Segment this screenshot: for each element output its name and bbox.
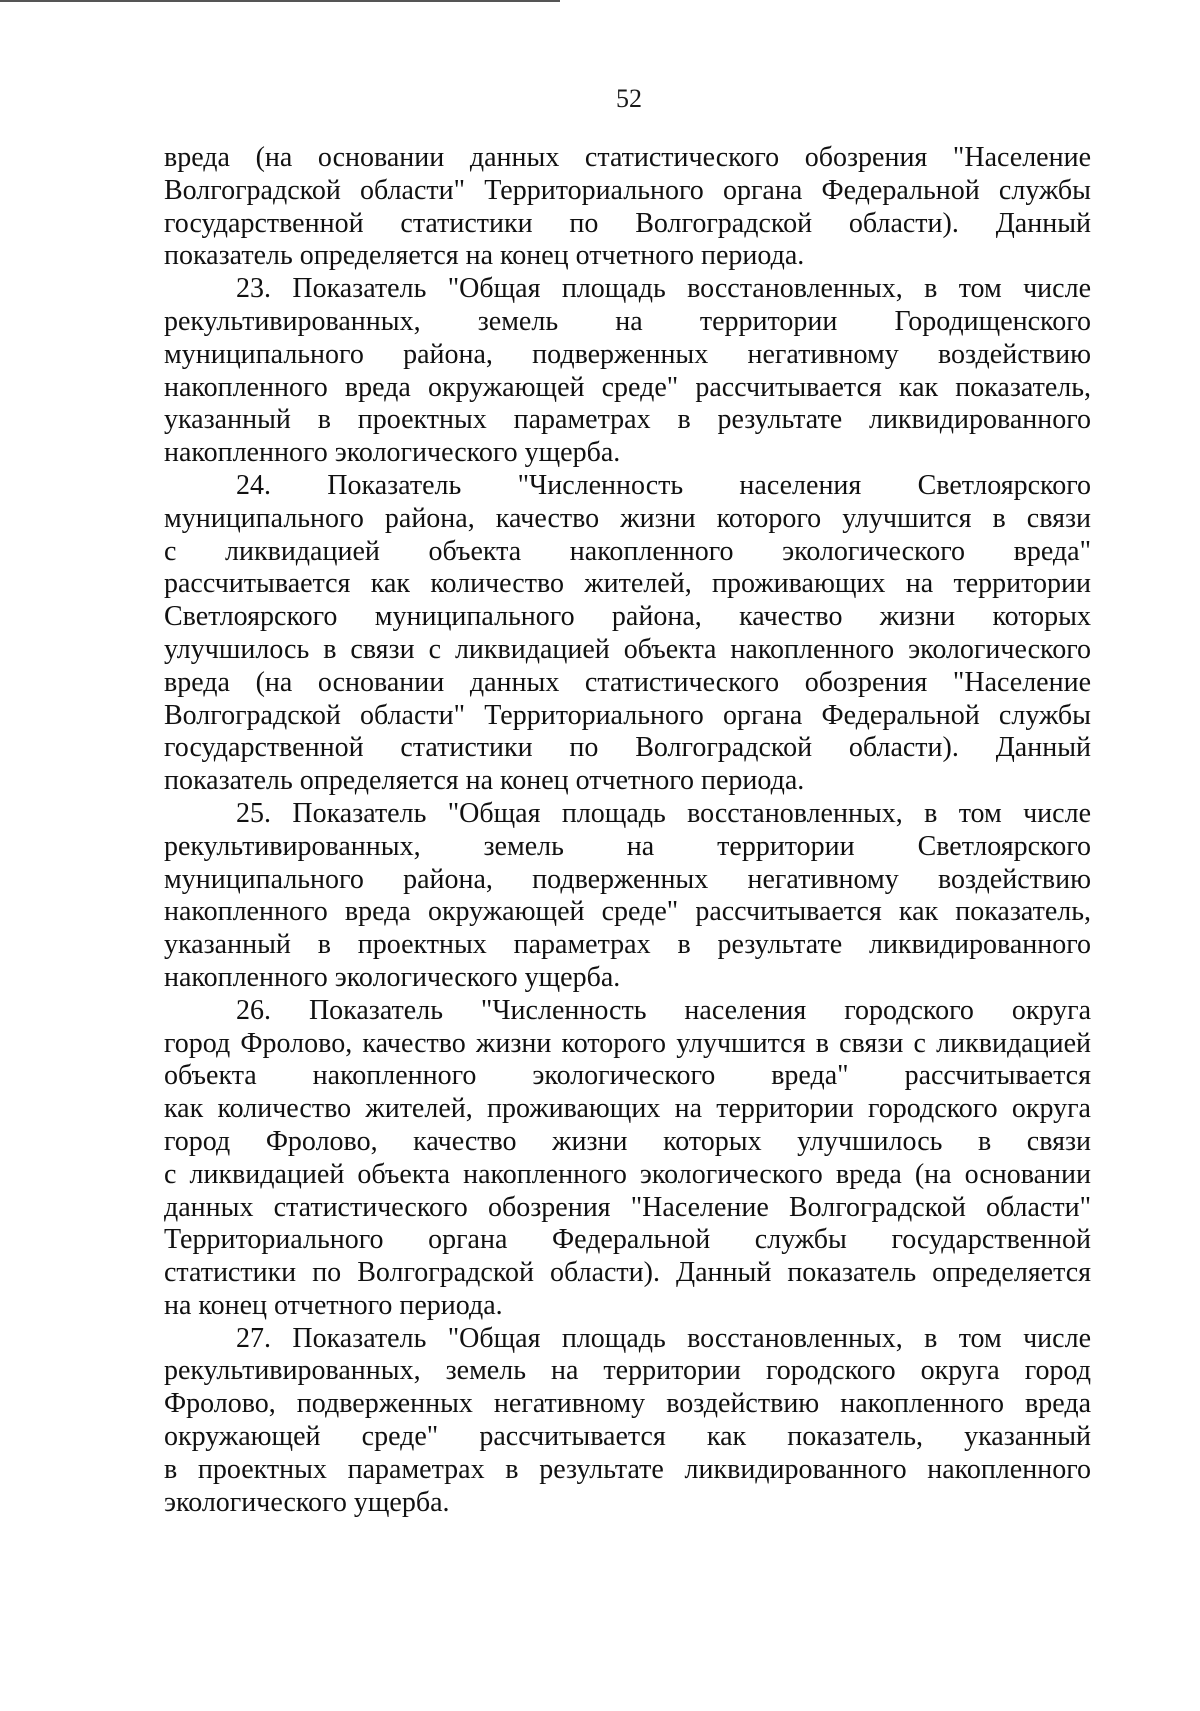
text-line: государственной статистики по Волгоградской области). Данный bbox=[164, 207, 1091, 239]
page-number: 52 bbox=[616, 84, 642, 113]
text-line: вреда (на основании данных статистического обозрения "Население bbox=[164, 142, 1091, 173]
text-line: в проектных параметрах в результате ликвидированного накопленного bbox=[164, 1453, 1091, 1485]
text-line: государственной статистики по Волгоградской области). Данный bbox=[164, 732, 1091, 764]
text-line: накопленного экологического ущерба. bbox=[164, 961, 621, 993]
text-line: 23. Показатель "Общая площадь восстановленных, в том числе bbox=[236, 273, 1091, 305]
text-line: улучшилось в связи с ликвидацией объекта накопленного экологического bbox=[164, 633, 1091, 665]
text-line: муниципального района, качество жизни которого улучшится в связи bbox=[164, 502, 1091, 534]
text-line: с ликвидацией объекта накопленного экологического вреда" bbox=[164, 535, 1091, 567]
text-line: с ликвидацией объекта накопленного экологического вреда (на основании bbox=[164, 1158, 1091, 1190]
text-line: Территориального органа Федеральной службы государственной bbox=[164, 1224, 1091, 1256]
text-line: город Фролово, качество жизни которого улучшится в связи с ликвидацией bbox=[164, 1027, 1091, 1059]
text-line: статистики по Волгоградской области). Данный показатель определяется bbox=[164, 1257, 1091, 1289]
text-line: 25. Показатель "Общая площадь восстановленных, в том числе bbox=[236, 797, 1091, 829]
text-line: указанный в проектных параметрах в результате ликвидированного bbox=[164, 929, 1091, 961]
text-line: показатель определяется на конец отчетного периода. bbox=[164, 765, 805, 797]
text-line: данных статистического обозрения "Население Волгоградской области" bbox=[164, 1191, 1091, 1223]
text-line: рекультивированных, земель на территории Светлоярского bbox=[164, 830, 1091, 862]
text-line: 27. Показатель "Общая площадь восстановленных, в том числе bbox=[236, 1322, 1091, 1354]
text-line: муниципального района, подверженных негативному воздействию bbox=[164, 863, 1091, 895]
text-line: рассчитывается как количество жителей, проживающих на территории bbox=[164, 568, 1091, 600]
text-line: город Фролово, качество жизни которых улучшилось в связи bbox=[164, 1125, 1091, 1157]
text-line: Фролово, подверженных негативному воздействию накопленного вреда bbox=[164, 1388, 1091, 1420]
text-line: Светлоярского муниципального района, качество жизни которых bbox=[164, 601, 1091, 633]
text-line: Волгоградской области" Территориального органа Федеральной службы bbox=[164, 699, 1091, 731]
text-line: рекультивированных, земель на территории Городищенского bbox=[164, 305, 1091, 337]
text-line: накопленного экологического ущерба. bbox=[164, 437, 621, 469]
document-body bbox=[164, 142, 1091, 1519]
text-line: объекта накопленного экологического вреда" рассчитывается bbox=[164, 1060, 1091, 1092]
text-line: вреда (на основании данных статистического обозрения "Население bbox=[164, 666, 1091, 698]
text-line: муниципального района, подверженных негативному воздействию bbox=[164, 338, 1091, 370]
text-line: окружающей среде" рассчитывается как показатель, указанный bbox=[164, 1421, 1091, 1453]
paragraph-item-26 bbox=[164, 995, 1091, 1323]
text-line: накопленного вреда окружающей среде" рассчитывается как показатель, bbox=[164, 371, 1091, 403]
text-line: как количество жителей, проживающих на территории городского округа bbox=[164, 1093, 1091, 1125]
paragraph-item-25 bbox=[164, 798, 1091, 995]
text-line: указанный в проектных параметрах в результате ликвидированного bbox=[164, 404, 1091, 436]
text-line: 24. Показатель "Численность населения Светлоярского bbox=[236, 469, 1091, 501]
paragraph-item-24 bbox=[164, 470, 1091, 798]
text-line: накопленного вреда окружающей среде" рассчитывается как показатель, bbox=[164, 896, 1091, 928]
text-line: рекультивированных, земель на территории городского округа город bbox=[164, 1355, 1091, 1387]
paragraph-item-23 bbox=[164, 273, 1091, 470]
text-line: показатель определяется на конец отчетного периода. bbox=[164, 240, 805, 272]
text-line: экологического ущерба. bbox=[164, 1486, 450, 1518]
paragraph-item-27 bbox=[164, 1323, 1091, 1520]
text-line: на конец отчетного периода. bbox=[164, 1289, 503, 1321]
text-line: 26. Показатель "Численность населения городского округа bbox=[236, 994, 1091, 1026]
scan-edge-line bbox=[0, 0, 560, 2]
paragraph-continuation bbox=[164, 142, 1091, 273]
text-line: Волгоградской области" Территориального органа Федеральной службы bbox=[164, 174, 1091, 206]
